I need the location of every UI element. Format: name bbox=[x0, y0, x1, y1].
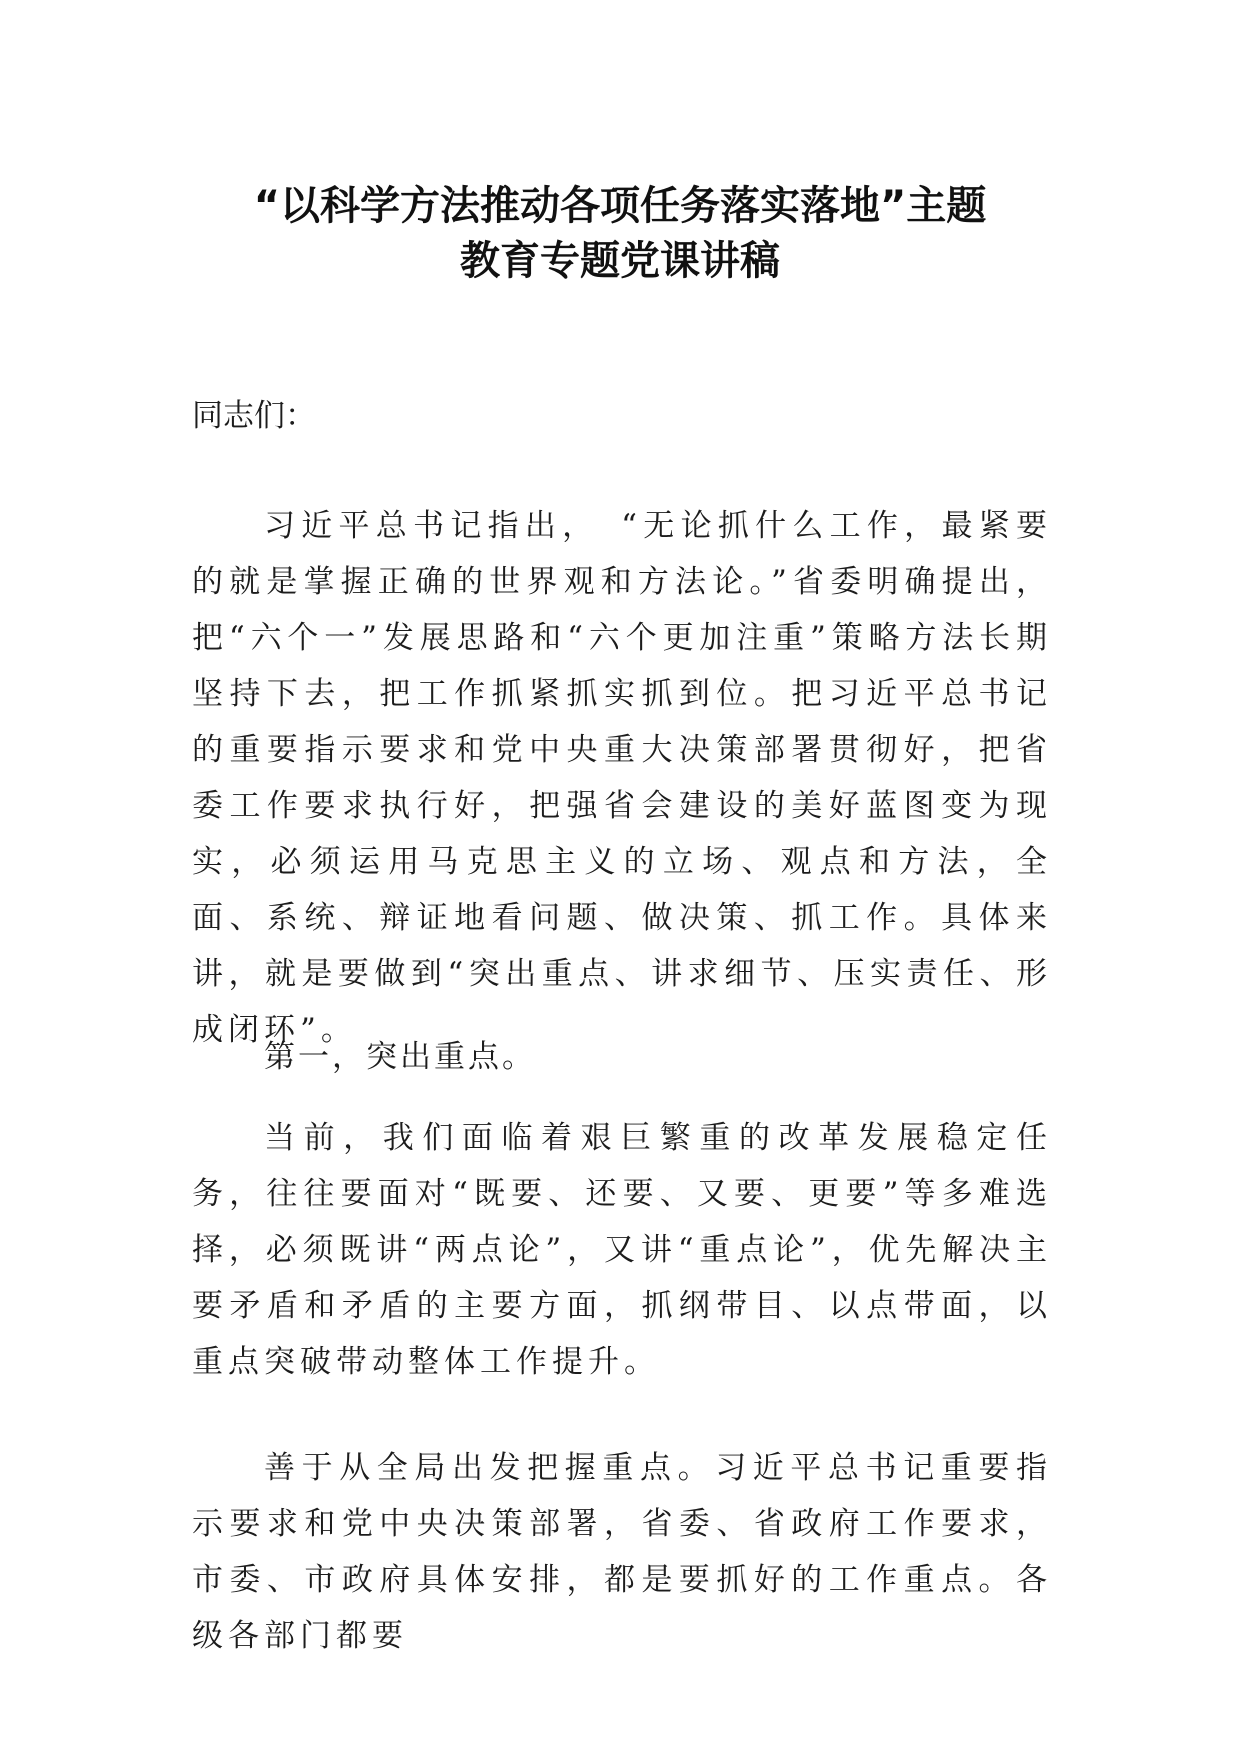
salutation: 同志们： bbox=[192, 398, 316, 434]
paragraph-intro: 习近平总书记指出， “无论抓什么工作，最紧要的就是掌握正确的世界观和方法论。”省委明确提出，把“六个一”发展思路和“六个更加注重”策略方法长期坚持下去，把工作抓紧抓实抓到位。把习近平总书记的重要指示要求和党中央重大决策部署贯彻好，把省委工作要求执行好，把强省会建设的美好蓝图变为现实，必须运用马克思主义的立场、观点和方法，全面、系统、辩证地看问题、做决策、抓工作。具体来讲，就是要做到“突出重点、讲求细节、压实责任、形成闭环”。 bbox=[192, 508, 1052, 1048]
document-title-line-2: 教育专题党课讲稿 bbox=[460, 238, 780, 284]
paragraph-focus: 当前，我们面临着艰巨繁重的改革发展稳定任务，往往要面对“既要、还要、又要、更要”等多难选择，必须既讲“两点论”，又讲“重点论”，优先解决主要矛盾和矛盾的主要方面，抓纲带目、以点带面，以重点突破带动整体工作提升。 bbox=[192, 1120, 1052, 1380]
paragraph-overall: 善于从全局出发把握重点。习近平总书记重要指示要求和党中央决策部署，省委、省政府工作要求，市委、市政府具体安排，都是要抓好的工作重点。各级各部门都要 bbox=[192, 1450, 1052, 1654]
document-title-line-1: “以科学方法推动各项任务落实落地”主题 bbox=[253, 183, 987, 229]
section-heading-1: 第一，突出重点。 bbox=[264, 1039, 536, 1075]
